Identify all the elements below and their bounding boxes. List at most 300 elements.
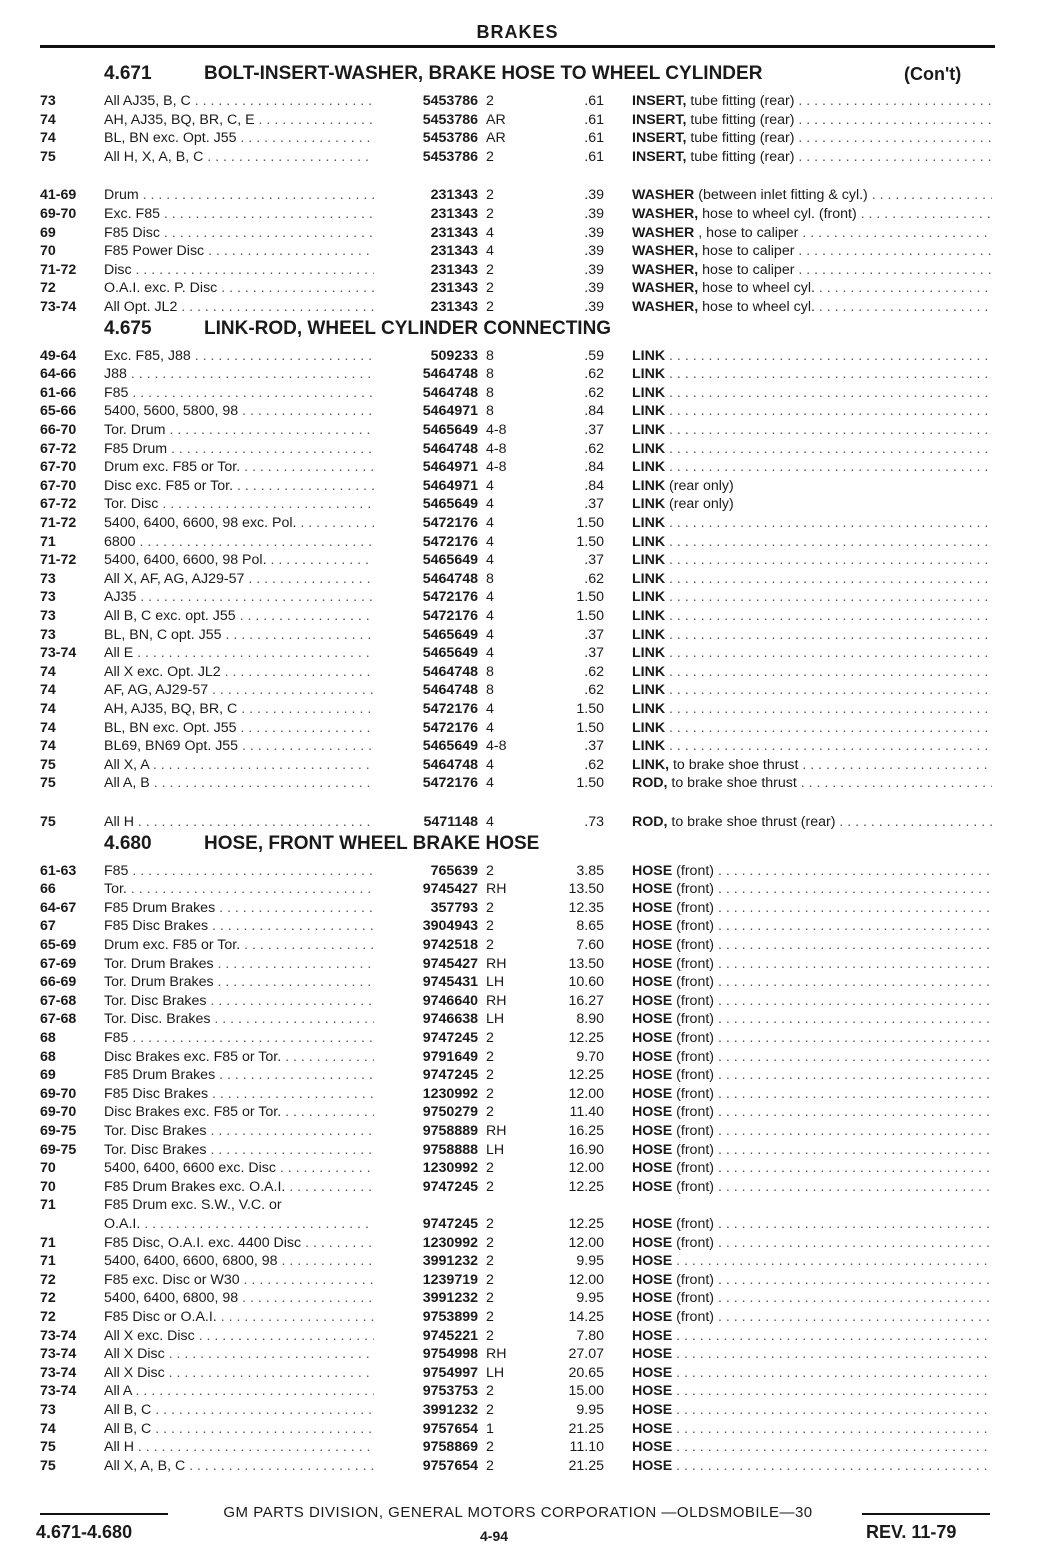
table-row	[0, 347, 1059, 365]
description	[632, 1141, 992, 1159]
description-keyword: LINK	[632, 682, 666, 699]
quantity: 4-8	[486, 459, 507, 476]
description	[632, 813, 992, 831]
part-number: 1230992	[422, 1085, 478, 1102]
section-name: HOSE, FRONT WHEEL BRAKE HOSE	[204, 832, 540, 854]
table-row	[0, 92, 1059, 110]
description-detail: (front)	[672, 899, 714, 916]
description-keyword: LINK	[632, 626, 666, 643]
description	[632, 700, 992, 718]
model-year: 72	[40, 280, 56, 297]
quantity: 4	[486, 626, 494, 643]
model-year: 73-74	[40, 645, 77, 662]
description	[632, 1215, 992, 1233]
model-year: 75	[40, 1439, 56, 1456]
description	[632, 148, 992, 166]
description-detail: to brake shoe thrust	[667, 775, 797, 792]
application: F85 Power Disc . . .	[104, 242, 374, 260]
part-number: 5453786	[422, 148, 478, 165]
description	[632, 298, 992, 316]
price: .37	[584, 422, 604, 438]
description	[632, 477, 992, 495]
description-detail: (front)	[672, 918, 714, 935]
quantity: RH	[486, 881, 507, 898]
description-keyword: LINK	[632, 515, 666, 531]
model-year: 73	[40, 589, 56, 606]
price: .84	[584, 477, 604, 494]
part-number: 3991232	[422, 1253, 478, 1270]
description	[632, 1029, 992, 1047]
quantity: 8	[486, 663, 494, 680]
part-number: 231343	[430, 187, 478, 204]
description	[632, 365, 992, 383]
quantity: 2	[486, 1271, 494, 1288]
table-row	[0, 1085, 1059, 1103]
application: AH, AJ35, BQ, BR, C, E . . .	[104, 111, 374, 129]
table-row	[0, 1066, 1059, 1084]
description-detail: (rear only)	[665, 477, 734, 494]
model-year: 73	[40, 626, 56, 643]
table-row	[0, 1252, 1059, 1270]
quantity: 4-8	[486, 738, 507, 755]
model-year: 73	[40, 1402, 56, 1418]
price: .39	[584, 299, 604, 315]
table-row	[0, 298, 1059, 316]
model-year: 70	[40, 243, 56, 260]
application: F85 Disc, O.A.I. exc. 4400 Disc . . .	[104, 1234, 374, 1252]
table-row	[0, 1382, 1059, 1400]
application: All X exc. Opt. JL2 . . .	[104, 663, 374, 681]
description-keyword: LINK	[632, 608, 666, 624]
price: .61	[584, 93, 604, 109]
price: .37	[584, 496, 604, 513]
table-row	[0, 477, 1059, 495]
quantity: 2	[486, 862, 494, 879]
model-year: 65-66	[40, 403, 77, 420]
description-detail: (front)	[672, 881, 714, 898]
table-row	[0, 224, 1059, 242]
price: 12.25	[568, 1067, 604, 1084]
description-keyword: ROD,	[632, 775, 668, 792]
description-keyword: WASHER	[632, 224, 695, 241]
model-year: 69-70	[40, 206, 77, 222]
description-detail: tube fitting (rear)	[686, 130, 795, 147]
description	[632, 1010, 992, 1028]
section-name: BOLT-INSERT-WASHER, BRAKE HOSE TO WHEEL CYLINDER	[204, 63, 763, 84]
description-keyword: LINK	[632, 719, 666, 736]
description-detail: tube fitting (rear)	[686, 93, 795, 109]
model-year: 67-69	[40, 955, 77, 972]
description-keyword: HOSE	[632, 881, 673, 898]
description-detail: (front)	[672, 937, 714, 953]
application: Tor. Disc Brakes . . .	[104, 1122, 374, 1140]
quantity: 4	[486, 645, 494, 662]
description-keyword: HOSE	[632, 955, 673, 972]
model-year: 68	[40, 1048, 56, 1065]
table-row	[0, 1438, 1059, 1456]
description	[632, 402, 992, 420]
model-year: 72	[40, 1290, 56, 1307]
model-year: 71-72	[40, 515, 77, 531]
application: All H . . .	[104, 813, 374, 831]
description-keyword: LINK	[632, 496, 666, 513]
model-year: 74	[40, 719, 56, 736]
table-row	[0, 148, 1059, 166]
description-keyword: HOSE	[632, 1402, 673, 1418]
model-year: 71	[40, 533, 56, 550]
price: 16.90	[568, 1141, 604, 1158]
description-keyword: LINK	[632, 440, 666, 457]
model-year: 64-67	[40, 899, 77, 916]
price: 9.95	[576, 1290, 604, 1307]
description-keyword: LINK	[632, 589, 666, 606]
description-keyword: HOSE	[632, 862, 673, 879]
part-number: 1230992	[422, 1160, 478, 1177]
application: All B, C exc. opt. J55 . . .	[104, 607, 374, 625]
table-row	[0, 1196, 1059, 1214]
section-title	[104, 317, 611, 341]
description	[632, 533, 992, 551]
price: 10.60	[568, 974, 604, 991]
quantity: 2	[486, 937, 494, 953]
quantity: 4	[486, 814, 494, 830]
quantity: 2	[486, 1178, 494, 1195]
footer-rule-left	[40, 1513, 168, 1515]
description-detail: (front)	[672, 1178, 714, 1195]
quantity: RH	[486, 955, 507, 972]
table-row	[0, 774, 1059, 792]
quantity: 2	[486, 1253, 494, 1270]
model-year: 74	[40, 130, 56, 147]
model-year: 66-69	[40, 974, 77, 991]
part-number: 9747245	[422, 1178, 478, 1195]
footer-revision: REV. 11-79	[866, 1522, 957, 1542]
table-row	[0, 1457, 1059, 1475]
price: .39	[584, 224, 604, 241]
price: 1.50	[576, 719, 604, 736]
quantity: 2	[486, 1327, 494, 1344]
price: 9.95	[576, 1253, 604, 1270]
part-number: 509233	[430, 347, 478, 364]
part-number: 9750279	[422, 1104, 478, 1121]
description	[632, 1252, 992, 1270]
description	[632, 588, 992, 606]
application: Drum exc. F85 or Tor. . . .	[104, 458, 374, 476]
quantity: 4	[486, 515, 494, 531]
model-year: 69-70	[40, 1104, 77, 1121]
model-year: 69-75	[40, 1123, 77, 1139]
description-keyword: HOSE	[632, 1309, 673, 1325]
part-number: 9745427	[422, 955, 478, 972]
description-keyword: HOSE	[632, 937, 673, 953]
quantity: 4	[486, 608, 494, 624]
application: All H . . .	[104, 1438, 374, 1456]
table-row	[0, 1159, 1059, 1177]
table-row	[0, 1289, 1059, 1307]
description-keyword: HOSE	[632, 1141, 673, 1158]
model-year: 73-74	[40, 1346, 77, 1363]
part-number: 5472176	[422, 719, 478, 736]
model-year: 74	[40, 1420, 56, 1437]
quantity: 2	[486, 1439, 494, 1456]
description-detail: hose to caliper	[698, 243, 795, 260]
quantity: 4	[486, 477, 494, 494]
price: 11.40	[569, 1104, 604, 1121]
part-number: 1230992	[422, 1234, 478, 1251]
quantity: 2	[486, 187, 494, 204]
application: Disc exc. F85 or Tor. . . .	[104, 477, 374, 495]
description-keyword: LINK	[632, 552, 666, 569]
table-row	[0, 242, 1059, 260]
application: Tor. . . .	[104, 880, 374, 898]
price: 1.50	[576, 608, 604, 624]
quantity: 2	[486, 148, 494, 165]
application: Tor. Disc . . .	[104, 495, 374, 513]
application: Tor. Disc. Brakes . . .	[104, 1010, 374, 1028]
price: 1.50	[576, 775, 604, 792]
table-row	[0, 1215, 1059, 1233]
description-keyword: INSERT,	[632, 130, 687, 147]
description-keyword: WASHER,	[632, 261, 699, 278]
table-row	[0, 813, 1059, 831]
part-number: 9746638	[422, 1011, 478, 1028]
model-year: 71-72	[40, 552, 77, 569]
table-row	[0, 1327, 1059, 1345]
price: 12.00	[568, 1160, 604, 1177]
table-row	[0, 1271, 1059, 1289]
description-keyword: LINK	[632, 384, 666, 401]
description-detail: (front)	[672, 1216, 714, 1232]
price: .39	[584, 187, 604, 204]
model-year: 69-75	[40, 1141, 77, 1158]
application: F85 Drum Brakes . . .	[104, 1066, 374, 1084]
price: .62	[584, 366, 604, 383]
table-row	[0, 1048, 1059, 1066]
description	[632, 756, 992, 774]
part-number: 9757654	[422, 1420, 478, 1437]
description	[632, 1420, 992, 1438]
application: Tor. Drum . . .	[104, 421, 374, 439]
part-number: 5465649	[422, 738, 478, 755]
price: .61	[584, 130, 604, 147]
quantity: 2	[486, 1104, 494, 1121]
price: 11.10	[569, 1439, 604, 1456]
description-detail: (front)	[672, 955, 714, 972]
description-keyword: LINK	[632, 477, 666, 494]
description	[632, 205, 992, 223]
part-number: 9758869	[422, 1439, 478, 1456]
model-year: 68	[40, 1030, 56, 1046]
table-row	[0, 719, 1059, 737]
quantity: 2	[486, 1457, 494, 1474]
application: All X, A, B, C . . .	[104, 1457, 374, 1475]
description-detail: (rear only)	[665, 496, 734, 513]
price: 1.50	[576, 701, 604, 717]
description	[632, 186, 992, 204]
part-number: 231343	[430, 280, 478, 297]
quantity: RH	[486, 1123, 507, 1139]
price: 12.25	[568, 1178, 604, 1195]
quantity: LH	[486, 974, 505, 991]
part-number: 9757654	[422, 1457, 478, 1474]
model-year: 75	[40, 148, 56, 165]
model-year: 69	[40, 1067, 56, 1084]
description-detail: (front)	[672, 1234, 714, 1251]
description	[632, 955, 992, 973]
application: 5400, 6400, 6600, 98 exc. Pol. . . .	[104, 514, 374, 532]
description-detail: (front)	[672, 1048, 714, 1065]
description	[632, 1327, 992, 1345]
part-number: 5472176	[422, 533, 478, 550]
price: 21.25	[568, 1457, 604, 1474]
application: All B, C . . .	[104, 1420, 374, 1438]
table-row	[0, 917, 1059, 935]
model-year: 75	[40, 756, 56, 773]
price: 12.00	[568, 1271, 604, 1288]
description-keyword: HOSE	[632, 1290, 673, 1307]
table-row	[0, 1364, 1059, 1382]
description	[632, 111, 992, 129]
part-number: 5465649	[422, 552, 478, 569]
table-row	[0, 862, 1059, 880]
quantity: 2	[486, 1067, 494, 1084]
application: All B, C . . .	[104, 1401, 374, 1419]
price: .62	[584, 682, 604, 699]
description-detail: (front)	[672, 1123, 714, 1139]
description-keyword: LINK	[632, 533, 666, 550]
part-number: 5464748	[422, 682, 478, 699]
model-year: 74	[40, 663, 56, 680]
application: AH, AJ35, BQ, BR, C . . .	[104, 700, 374, 718]
section-title	[104, 62, 962, 86]
part-number: 3991232	[422, 1290, 478, 1307]
application: Tor. Disc Brakes . . .	[104, 1141, 374, 1159]
price: .73	[584, 814, 604, 830]
description	[632, 495, 992, 513]
table-row	[0, 899, 1059, 917]
description	[632, 1122, 992, 1140]
part-number: 3991232	[422, 1402, 478, 1418]
quantity: 2	[486, 918, 494, 935]
price: .84	[584, 459, 604, 476]
model-year: 73-74	[40, 1327, 77, 1344]
model-year: 67-70	[40, 459, 77, 476]
application: All H, X, A, B, C . . .	[104, 148, 374, 166]
description-detail: (front)	[672, 862, 714, 879]
price: 8.90	[576, 1011, 604, 1028]
model-year: 67-70	[40, 477, 77, 494]
model-year: 69	[40, 224, 56, 241]
description-detail: tube fitting (rear)	[686, 148, 795, 165]
description	[632, 737, 992, 755]
model-year: 73	[40, 93, 56, 109]
application: All A, B . . .	[104, 774, 374, 792]
table-row	[0, 955, 1059, 973]
part-number: 9754997	[422, 1364, 478, 1381]
description-detail: hose to wheel cyl. (front)	[698, 206, 857, 222]
application: Exc. F85 . . .	[104, 205, 374, 223]
part-number: 5464748	[422, 756, 478, 773]
description-keyword: HOSE	[632, 1364, 673, 1381]
price: 12.00	[568, 1234, 604, 1251]
description	[632, 279, 992, 297]
description	[632, 774, 992, 792]
price: .61	[584, 148, 604, 165]
application: F85 Drum exc. S.W., V.C. or	[104, 1197, 282, 1214]
price: .39	[584, 261, 604, 278]
application: All X Disc . . .	[104, 1345, 374, 1363]
quantity: 4	[486, 719, 494, 736]
quantity: 2	[486, 1048, 494, 1065]
table-row	[0, 936, 1059, 954]
application: O.A.I. exc. P. Disc . . .	[104, 279, 374, 297]
table-row	[0, 514, 1059, 532]
table-row	[0, 626, 1059, 644]
description	[632, 261, 992, 279]
quantity: 4-8	[486, 440, 507, 457]
part-number: 5464971	[422, 403, 478, 420]
table-row	[0, 1122, 1059, 1140]
part-number: 5453786	[422, 130, 478, 147]
description-keyword: HOSE	[632, 1011, 673, 1028]
price: .37	[584, 738, 604, 755]
description-detail: (front)	[672, 1309, 714, 1325]
description-detail: hose to caliper	[698, 261, 795, 278]
table-row	[0, 533, 1059, 551]
application: All E . . .	[104, 644, 374, 662]
table-row	[0, 607, 1059, 625]
price: .62	[584, 756, 604, 773]
application: 5400, 6400, 6600, 6800, 98 . . .	[104, 1252, 374, 1270]
description	[632, 992, 992, 1010]
table-row	[0, 1420, 1059, 1438]
description-keyword: HOSE	[632, 1234, 673, 1251]
description-detail: (front)	[672, 1141, 714, 1158]
price: 14.25	[568, 1309, 604, 1325]
application: All X exc. Disc . . .	[104, 1327, 374, 1345]
description	[632, 1289, 992, 1307]
price: 7.80	[576, 1327, 604, 1344]
model-year: 64-66	[40, 366, 77, 383]
application: BL, BN exc. Opt. J55 . . .	[104, 719, 374, 737]
quantity: 2	[486, 1309, 494, 1325]
application: Tor. Drum Brakes . . .	[104, 973, 374, 991]
application: F85 Drum . . .	[104, 440, 374, 458]
price: 16.27	[568, 992, 604, 1009]
description-keyword: LINK	[632, 701, 666, 717]
price: 15.00	[568, 1383, 604, 1400]
footer-page-number: 4-94	[480, 1528, 509, 1544]
price: 8.65	[576, 918, 604, 935]
table-row	[0, 1234, 1059, 1252]
description-detail: to brake shoe thrust (rear)	[667, 814, 836, 830]
part-number: 5472176	[422, 515, 478, 531]
price: .39	[584, 280, 604, 297]
price: 20.65	[568, 1364, 604, 1381]
application: 5400, 6400, 6800, 98 . . .	[104, 1289, 374, 1307]
price: 12.25	[568, 1030, 604, 1046]
part-number: 231343	[430, 243, 478, 260]
description-keyword: HOSE	[632, 1271, 673, 1288]
description	[632, 92, 992, 110]
application: All X, A . . .	[104, 756, 374, 774]
quantity: 4	[486, 589, 494, 606]
part-number: 9742518	[422, 937, 478, 953]
model-year: 61-66	[40, 384, 77, 401]
section-title	[104, 832, 539, 856]
part-number: 5472176	[422, 589, 478, 606]
price: .39	[584, 243, 604, 260]
